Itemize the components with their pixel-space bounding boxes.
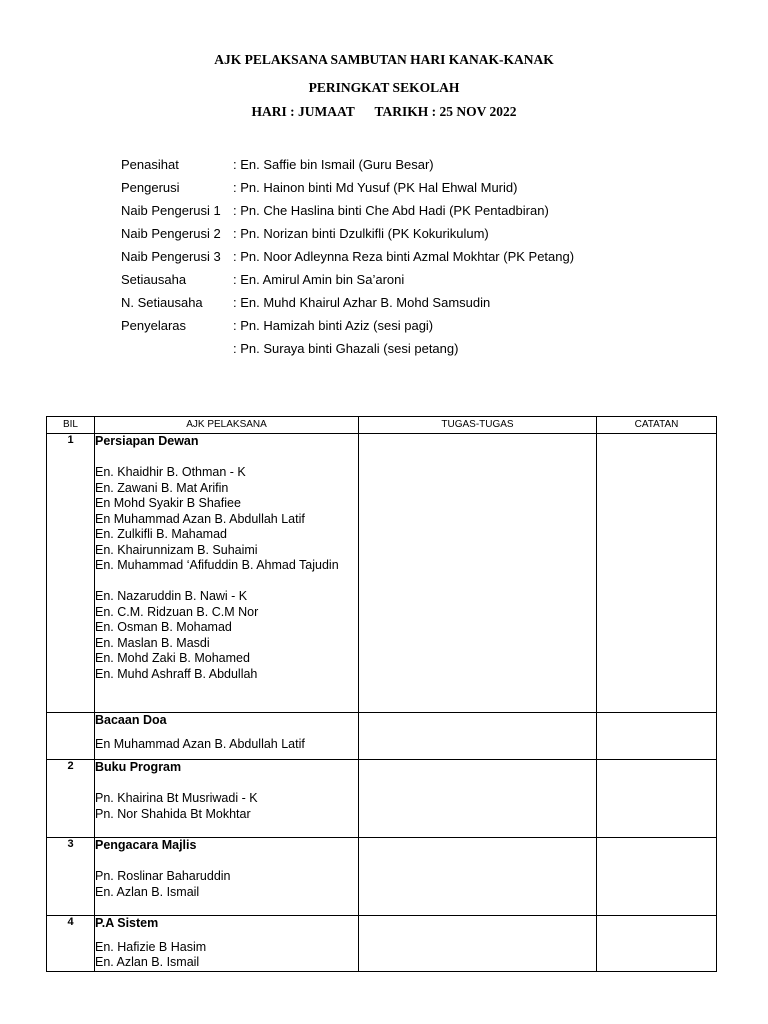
official-name: : En. Saffie bin Ismail (Guru Besar) <box>233 157 434 172</box>
section-title: P.A Sistem <box>95 916 159 930</box>
tugas-cell <box>359 916 597 972</box>
member-name: En. C.M. Ridzuan B. C.M Nor <box>95 604 259 619</box>
section-title: Persiapan Dewan <box>95 434 199 448</box>
table-header-row <box>47 417 717 434</box>
row-number: 3 <box>47 838 95 916</box>
official-name: : Pn. Hainon binti Md Yusuf (PK Hal Ehwal Murid) <box>233 180 518 195</box>
header-tugas: TUGAS-TUGAS <box>359 417 597 434</box>
ajk-cell <box>95 760 359 838</box>
official-role: N. Setiausaha <box>121 295 203 310</box>
section-title: Pengacara Majlis <box>95 838 197 852</box>
row-number: 4 <box>47 916 95 972</box>
member-name: En Muhammad Azan B. Abdullah Latif <box>95 511 305 526</box>
member-name: En. Muhd Ashraff B. Abdullah <box>95 666 258 681</box>
official-role: Pengerusi <box>121 180 180 195</box>
table-row <box>47 838 717 916</box>
member-name: En. Nazaruddin B. Nawi - K <box>95 589 248 603</box>
official-name: : Pn. Norizan binti Dzulkifli (PK Kokurikulum) <box>233 226 489 241</box>
catatan-cell <box>597 434 717 713</box>
catatan-cell <box>597 713 717 760</box>
member-name: En Muhammad Azan B. Abdullah Latif <box>95 736 305 751</box>
member-name: En. Zulkifli B. Mahamad <box>95 527 227 541</box>
member-name: Pn. Nor Shahida Bt Mokhtar <box>95 806 251 821</box>
member-name: En. Muhammad ‘Afifuddin B. Ahmad Tajudin <box>95 558 339 572</box>
member-name: Pn. Roslinar Baharuddin <box>95 869 231 883</box>
section-title: Buku Program <box>95 760 182 774</box>
official-role: Penyelaras <box>121 318 187 333</box>
day-label: HARI : JUMAAT <box>251 104 355 119</box>
official-name: : En. Amirul Amin bin Sa’aroni <box>233 272 405 287</box>
member-name: En. Maslan B. Masdi <box>95 635 210 650</box>
date-label: TARIKH : 25 NOV 2022 <box>374 104 517 119</box>
tugas-cell <box>359 760 597 838</box>
spacer <box>95 776 358 792</box>
tugas-cell <box>359 434 597 713</box>
ajk-cell <box>95 713 359 760</box>
member-name: En. Azlan B. Ismail <box>95 884 200 899</box>
official-name: : Pn. Noor Adleynna Reza binti Azmal Mokhtar (PK Petang) <box>233 249 575 264</box>
member-name: En. Hafizie B Hasim <box>95 939 207 954</box>
member-name: En. Osman B. Mohamad <box>95 620 232 634</box>
official-name: : En. Muhd Khairul Azhar B. Mohd Samsudin <box>233 295 491 310</box>
catatan-cell <box>597 838 717 916</box>
table-row <box>47 916 717 972</box>
member-name: Pn. Khairina Bt Musriwadi - K <box>95 791 258 805</box>
table-row <box>47 760 717 838</box>
official-name: : Pn. Che Haslina binti Che Abd Hadi (PK Pentadbiran) <box>233 203 549 218</box>
spacer <box>95 729 358 737</box>
header-ajk: AJK PELAKSANA <box>95 417 359 434</box>
row-number: 2 <box>47 760 95 838</box>
member-name: En. Mohd Zaki B. Mohamed <box>95 651 250 665</box>
header-catatan: CATATAN <box>597 417 717 434</box>
table-body <box>47 434 717 972</box>
spacer <box>95 450 358 466</box>
member-name: En. Zawani B. Mat Arifin <box>95 480 229 495</box>
section-title: Bacaan Doa <box>95 713 167 727</box>
ajk-cell <box>95 434 359 713</box>
spacer <box>95 854 358 870</box>
document-title: AJK PELAKSANA SAMBUTAN HARI KANAK-KANAK <box>214 52 554 67</box>
official-role: Naib Pengerusi 2 <box>121 226 221 241</box>
row-number <box>47 713 95 760</box>
official-name: : Pn. Suraya binti Ghazali (sesi petang) <box>233 341 459 356</box>
ajk-cell <box>95 916 359 972</box>
spacer <box>95 932 358 940</box>
date-line <box>0 104 768 120</box>
table-row <box>47 434 717 713</box>
official-role: Penasihat <box>121 157 179 172</box>
catatan-cell <box>597 760 717 838</box>
committee-table <box>46 416 717 972</box>
member-name: En. Azlan B. Ismail <box>95 955 200 969</box>
tugas-cell <box>359 713 597 760</box>
official-name: : Pn. Hamizah binti Aziz (sesi pagi) <box>233 318 434 333</box>
official-role: Naib Pengerusi 3 <box>121 249 221 264</box>
official-role: Setiausaha <box>121 272 187 287</box>
official-role: Naib Pengerusi 1 <box>121 203 221 218</box>
header-bil: BIL <box>47 417 95 434</box>
ajk-cell <box>95 838 359 916</box>
catatan-cell <box>597 916 717 972</box>
document-subtitle: PERINGKAT SEKOLAH <box>308 80 460 95</box>
member-name: En. Khairunnizam B. Suhaimi <box>95 542 258 557</box>
tugas-cell <box>359 838 597 916</box>
member-name: En. Khaidhir B. Othman - K <box>95 465 246 479</box>
row-number: 1 <box>47 434 95 713</box>
member-name: En Mohd Syakir B Shafiee <box>95 496 241 510</box>
table-row <box>47 713 717 760</box>
spacer <box>95 574 358 590</box>
